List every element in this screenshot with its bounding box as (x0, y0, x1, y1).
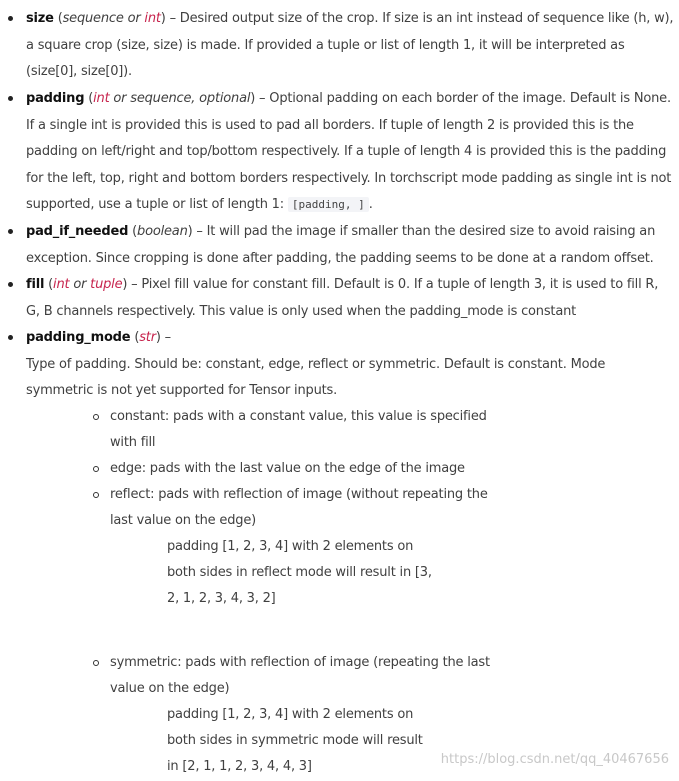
sub-item-constant: constant: pads with a constant value, this value is specified with fill (110, 404, 510, 456)
type-link[interactable]: int (53, 277, 70, 292)
symmetric-example: padding [1, 2, 3, 4] with 2 elements on both sides in symmetric mode will result in [2, 1, 1, 2, 3, 4, 4, 3] (167, 707, 423, 774)
param-description: – Optional padding on each border of the image. Default is None. If a single int is provided this is used to pad all borders. If tuple of length 2 is provided this is the padding on left/right and top/bottom respectively. If a tuple of length 4 is provided this is the padding for the left, top, right and bottom borders respectively. In torchscript mode padding as single int is not supported, use a tuple or list of length 1: (26, 91, 672, 212)
type-link[interactable]: int (144, 11, 161, 26)
param-name: pad_if_needed (26, 224, 129, 239)
param-fill: fill (int or tuple) – Pixel fill value for constant fill. Default is 0. If a tuple of length 3, it is used to fill R, G, B channels respectively. This value is only used when the padding_mode is constant (26, 272, 674, 325)
param-padding-mode: padding_mode (str) – Type of padding. Should be: constant, edge, reflect or symmetric. Default is constant. Mode symmetric is not yet supported for Tensor inputs. (26, 325, 674, 405)
sub-bullet (93, 492, 99, 498)
param-description: – (160, 330, 171, 345)
param-type: or sequence, optional (109, 91, 251, 106)
param-type: boolean (137, 224, 188, 239)
bullet (8, 96, 13, 101)
param-size: size (sequence or int) – Desired output size of the crop. If size is an int instead of sequence like (h, w), a square crop (size, size) is made. If provided a tuple or list of length 1, it will be interpreted as (size[0], size[0]). (26, 6, 674, 86)
sub-item-symmetric: symmetric: pads with reflection of image (repeating the last value on the edge) (110, 650, 510, 702)
param-type: sequence or (62, 11, 145, 26)
bullet (8, 282, 13, 287)
param-name: size (26, 11, 54, 26)
type-link[interactable]: int (93, 91, 110, 106)
sub-item-reflect: reflect: pads with reflection of image (without repeating the last value on the edge) (110, 482, 510, 534)
param-padding: padding (int or sequence, optional) – Optional padding on each border of the image. Default is None. If a single int is provided this is used to pad all borders. If tuple of length 2 is provided this is the padding on left/right and top/bottom respectively. If a tuple of length 4 is provided this is the padding for the left, top, right and bottom borders respectively. In torchscript mode padding as single int is not supported, use a tuple or list of length 1: [padding, ] . (26, 86, 674, 219)
sub-bullet (93, 466, 99, 472)
sub-item-edge: edge: pads with the last value on the edge of the image (110, 456, 510, 482)
padding-mode-intro: Type of padding. Should be: constant, edge, reflect or symmetric. Default is constant. Mode symmetric is not yet supported for Tensor inputs. (26, 356, 606, 398)
watermark: https://blog.csdn.net/qq_40467656 (440, 752, 669, 767)
param-description: – Desired output size of the crop. If size is an int instead of sequence like (h, w), a square crop (size, size) is made. If provided a tuple or list of length 1, it will be interpreted as (size[0], size[0]). (26, 11, 674, 79)
param-name: fill (26, 277, 45, 292)
param-description: – It will pad the image if smaller than the desired size to avoid raising an exception. Since cropping is done after padding, the padding seems to be done at a random offset. (26, 224, 656, 266)
param-type: or (69, 277, 91, 292)
sub-bullet (93, 660, 99, 666)
bullet (8, 335, 13, 340)
inline-code: [padding, ] (288, 197, 369, 212)
bullet (8, 229, 13, 234)
param-name: padding_mode (26, 330, 131, 345)
param-name: padding (26, 91, 85, 106)
param-description: – Pixel fill value for constant fill. Default is 0. If a tuple of length 3, it is used to fill R, G, B channels respectively. This value is only used when the padding_mode is constant (26, 277, 659, 319)
bullet (8, 16, 13, 21)
param-pad-if-needed: pad_if_needed (boolean) – It will pad the image if smaller than the desired size to avoid raising an exception. Since cropping is done after padding, the padding seems to be done at a random offset. (26, 219, 674, 272)
type-link[interactable]: tuple (90, 277, 123, 292)
type-link[interactable]: str (139, 330, 156, 345)
sub-bullet (93, 414, 99, 420)
reflect-example: padding [1, 2, 3, 4] with 2 elements on both sides in reflect mode will result in [3, 2, 1, 2, 3, 4, 3, 2] (167, 539, 432, 606)
